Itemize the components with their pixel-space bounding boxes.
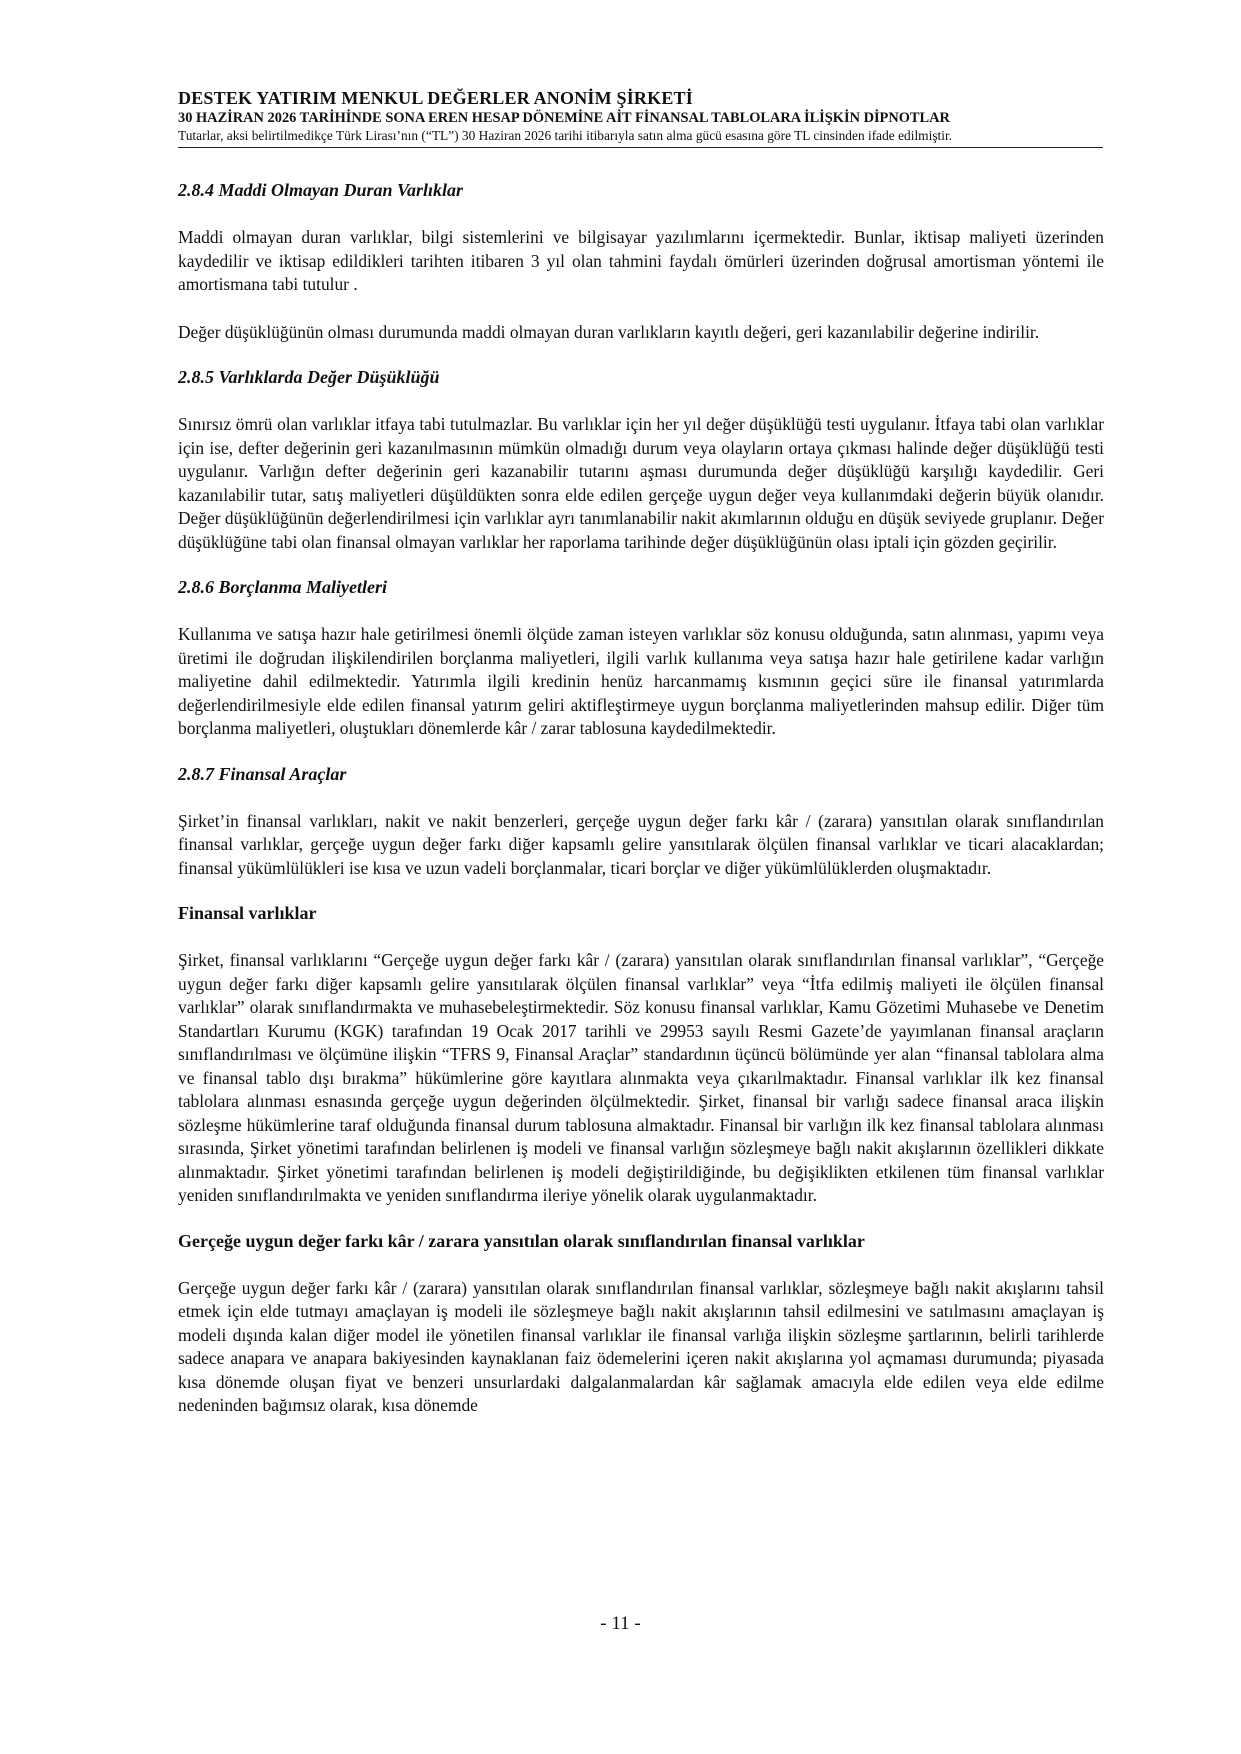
page-number: - 11 - xyxy=(600,1613,641,1634)
section-heading-2-8-4: 2.8.4 Maddi Olmayan Duran Varlıklar xyxy=(178,180,464,200)
paragraph-fvtpl: Gerçeğe uygun değer farkı kâr / (zarara) yansıtılan olarak sınıflandırılan finansal varlıklar, sözleşmeye bağlı nakit akışlarını tahsil etmek için elde tutmayı amaçlayan iş modeli ile sözleşmeye bağlı nakit akışlarının tahsil edilmesini ve satılmasını amaçlayan iş modeli dışında kalan diğer model ile yönetilen finansal varlıklar ile finansal varlığa ilişkin sözleşme şartlarının, belirli tarihlerde sadece anapara ve anapara bakiyesinden kaynaklanan faiz ödemelerini içeren nakit akışlarına yol açmaması durumunda; piyasada kısa dönemde oluşan fiyat ve benzeri unsurlardaki dalgalanmalardan kâr sağlamak amacıyla elde edilen veya elde edilme nedeninden bağımsız olarak, kısa dönemde xyxy=(178,1277,1104,1415)
currency-note: Tutarlar, aksi belirtilmedikçe Türk Lirası’nın (“TL”) 30 Haziran 2026 tarihi itibarıyla satın alma gücü esasına göre TL cinsinden ifade edilmiştir. xyxy=(178,128,953,143)
paragraph-2-8-4-a: Maddi olmayan duran varlıklar, bilgi sistemlerini ve bilgisayar yazılımlarını içermektedir. Bunlar, iktisap maliyeti üzerinden kaydedilir ve iktisap edildikleri tarihten itibaren 3 yıl olan tahmini faydalı ömürleri üzerinden doğrusal amortisman yöntemi ile amortismana tabi tutulur . xyxy=(178,227,1104,294)
company-name: DESTEK YATIRIM MENKUL DEĞERLER ANONİM ŞİRKETİ xyxy=(178,88,693,108)
paragraph-2-8-4-b: Değer düşüklüğünün olması durumunda maddi olmayan duran varlıkların kayıtlı değeri, geri kazanılabilir değerine indirilir. xyxy=(178,321,1040,342)
paragraph-2-8-5: Sınırsız ömrü olan varlıklar itfaya tabi tutulmazlar. Bu varlıklar için her yıl değer düşüklüğü testi uygulanır. İtfaya tabi olan varlıklar için ise, defter değerinin geri kazanılmasının mümkün olmadığı durum veya olayların ortaya çıkması halinde değer düşüklüğü testi uygulanır. Varlığın defter değerinin geri kazanabilir tutarını aşması durumunda değer düşüklüğü karşılığı kaydedilir. Geri kazanılabilir tutar, satış maliyetleri düşüldükten sonra elde edilen gerçeğe uygun değer veya kullanımdaki değerin büyük olanıdır. Değer düşüklüğünün değerlendirilmesi için varlıklar ayrı tanımlanabilir nakit akımlarının olduğu en düşük seviyede gruplanır. Değer düşüklüğüne tabi olan finansal olmayan varlıklar her raporlama tarihinde değer düşüklüğünün olası iptali için gözden geçirilir. xyxy=(178,414,1104,552)
section-heading-2-8-6: 2.8.6 Borçlanma Maliyetleri xyxy=(178,577,387,597)
subheading-fvtpl: Gerçeğe uygun değer farkı kâr / zarara yansıtılan olarak sınıflandırılan finansal varlıklar xyxy=(178,1230,865,1251)
header-divider xyxy=(178,147,1103,148)
paragraph-2-8-6: Kullanıma ve satışa hazır hale getirilmesi önemli ölçüde zaman isteyen varlıklar söz konusu olduğunda, satın alınması, yapımı veya üretimi ile doğrudan ilişkilendirilen borçlanma maliyetleri, ilgili varlık kullanıma veya satışa hazır hale getirilene kadar varlığın maliyetine dahil edilmektedir. Yatırımla ilgili kredinin henüz harcanmamış kısmının geçici süre ile finansal yatırımlarda değerlendirilmesiyle elde edilen finansal yatırım geliri aktifleştirmeye uygun borçlanma maliyetlerinden mahsup edilir. Diğer tüm borçlanma maliyetleri, oluştukları dönemlerde kâr / zarar tablosuna kaydedilmektedir. xyxy=(178,624,1104,738)
report-subtitle: 30 HAZİRAN 2026 TARİHİNDE SONA EREN HESAP DÖNEMİNE AİT FİNANSAL TABLOLARA İLİŞKİN DİPNOTLAR xyxy=(178,110,950,126)
section-heading-2-8-5: 2.8.5 Varlıklarda Değer Düşüklüğü xyxy=(178,367,440,387)
subheading-finansal-varliklar: Finansal varlıklar xyxy=(178,903,317,923)
page-content xyxy=(178,178,1104,1418)
section-heading-2-8-7: 2.8.7 Finansal Araçlar xyxy=(178,763,347,784)
paragraph-2-8-7: Şirket’in finansal varlıkları, nakit ve nakit benzerleri, gerçeğe uygun değer farkı kâr / (zarara) yansıtılan olarak sınıflandırılan finansal varlıklar, gerçeğe uygun değer farkı diğer kapsamlı gelire yansıtılarak ölçülen finansal varlıklar ve ticari alacaklardan; finansal yükümlülükleri ise kısa ve uzun vadeli borçlanmalar, ticari borçlar ve diğer yükümlülüklerden oluşmaktadır. xyxy=(178,810,1104,878)
paragraph-finansal-varliklar: Şirket, finansal varlıklarını “Gerçeğe uygun değer farkı kâr / (zarara) yansıtılan olarak sınıflandırılan finansal varlıklar”, “Gerçeğe uygun değer farkı diğer kapsamlı gelire yansıtılarak ölçülen finansal varlıklar” veya “İtfa edilmiş maliyeti ile ölçülen finansal varlıklar” olarak sınıflandırmakta ve muhasebeleştirmektedir. Söz konusu finansal varlıklar, Kamu Gözetimi Muhasebe ve Denetim Standartları Kurumu (KGK) tarafından 19 Ocak 2017 tarihli ve 29953 sayılı Resmi Gazete’de yayımlanan finansal araçların sınıflandırılması ve ölçümüne ilişkin “TFRS 9, Finansal Araçlar” standardının üçüncü bölümünde yer alan “finansal tablolara alma ve finansal tablo dışı bırakma” hükümlerine göre kayıtlara alınmakta veya çıkarılmaktadır. Finansal varlıklar ilk kez finansal tablolara alınması esnasında gerçeğe uygun değerinden ölçülmektedir. Şirket, finansal bir varlığı sadece finansal araca ilişkin sözleşme hükümlerine taraf olduğunda finansal durum tablosuna almaktadır. Finansal bir varlığın ilk kez finansal tablolara alınması sırasında, Şirket yönetimi tarafından belirlenen iş modeli ve finansal varlığın sözleşmeye bağlı nakit akışlarının özellikleri dikkate alınmaktadır. Şirket yönetimi tarafından belirlenen iş modeli değiştirildiğinde, bu değişiklikten etkilenen tüm finansal varlıklar yeniden sınıflandırılmakta ve yeniden sınıflandırma ileriye yönelik olarak uygulanmaktadır. xyxy=(178,950,1104,1205)
page-header xyxy=(178,88,1103,144)
